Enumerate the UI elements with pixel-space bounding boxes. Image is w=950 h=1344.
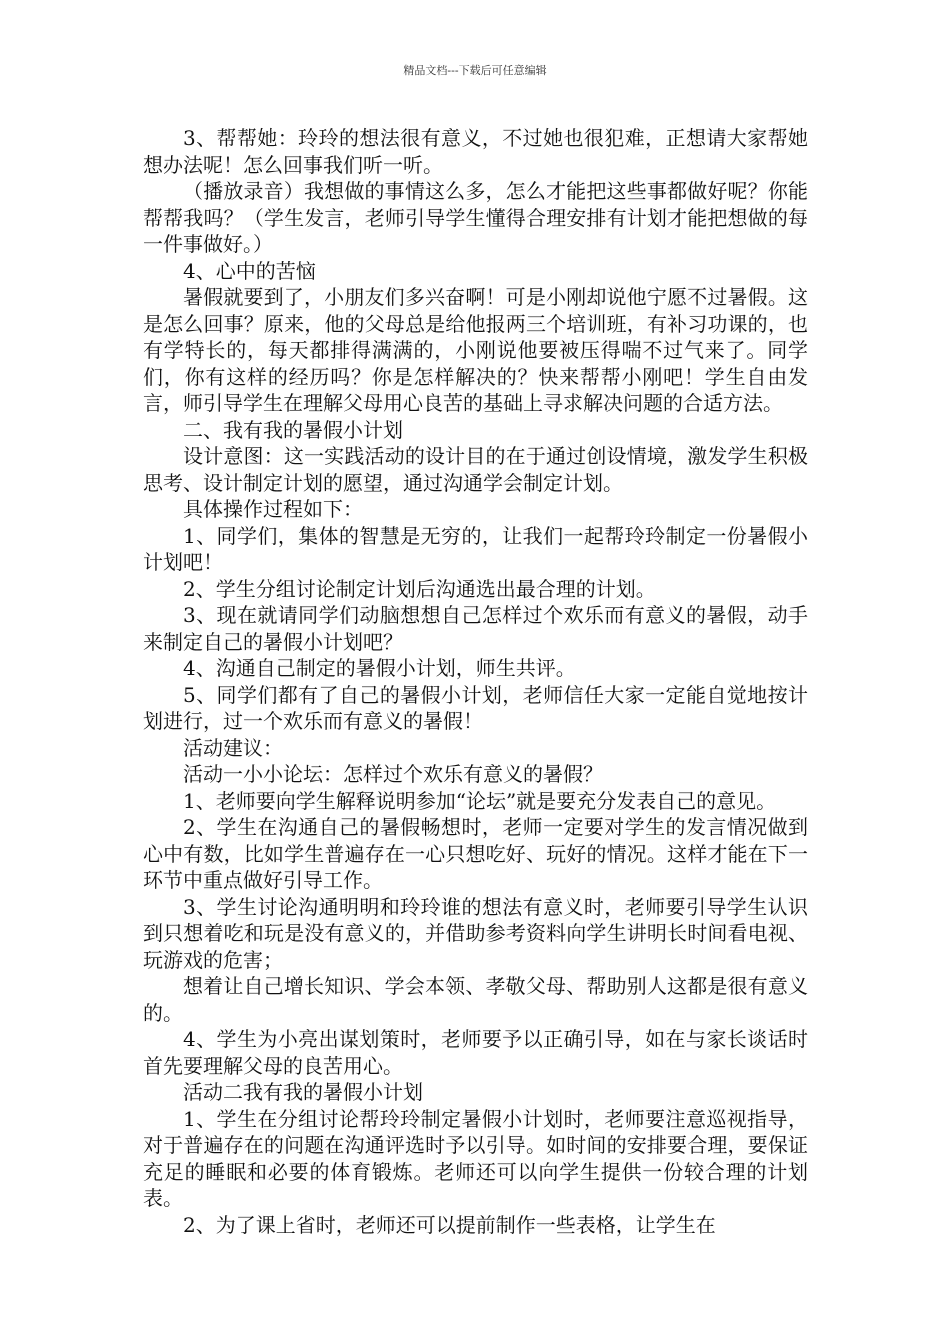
paragraph: 2、学生在沟通自己的暑假畅想时，老师一定要对学生的发言情况做到心中有数，比如学生普遍存在一心只想吃好、玩好的情况。这样才能在下一环节中重点做好引导工作。 [143, 815, 808, 892]
section-heading: 二、我有我的暑假小计划 [183, 417, 403, 442]
section-heading: 4、心中的苦恼 [183, 258, 316, 283]
paragraph: 3、学生讨论沟通明明和玲玲谁的想法有意义时，老师要引导学生认识到只想着吃和玩是没有意义的，并借助参考资料向学生讲明长时间看电视、玩游戏的危害； [143, 894, 808, 972]
paragraph: 3、帮帮她：玲玲的想法很有意义，不过她也很犯难，正想请大家帮她想办法呢！怎么回事我们听一听。 [143, 126, 808, 177]
paragraph: 4、学生为小亮出谋划策时，老师要予以正确引导，如在与家长谈话时首先要理解父母的良苦用心。 [143, 1027, 808, 1078]
section-heading: 活动二我有我的暑假小计划 [183, 1080, 423, 1104]
paragraph: 1、同学们，集体的智慧是无穷的，让我们一起帮玲玲制定一份暑假小计划吧！ [143, 523, 808, 574]
paragraph: （播放录音）我想做的事情这么多，怎么才能把这些事都做好呢？你能帮帮我吗？（学生发言，老师引导学生懂得合理安排有计划才能把想做的每一件事做好。） [143, 179, 808, 256]
paragraph: 想着让自己增长知识、学会本领、孝敬父母、帮助别人这都是很有意义的。 [143, 974, 808, 1025]
paragraph: 4、沟通自己制定的暑假小计划，师生共评。 [183, 656, 576, 680]
paragraph: 2、为了课上省时，老师还可以提前制作一些表格，让学生在 [183, 1212, 716, 1237]
paragraph: 设计意图：这一实践活动的设计目的在于通过创设情境，激发学生积极思考、设计制定计划的愿望，通过沟通学会制定计划。 [143, 444, 808, 495]
paragraph: 具体操作过程如下： [183, 497, 363, 521]
paragraph: 3、现在就请同学们动脑想想自己怎样过个欢乐而有意义的暑假，动手来制定自己的暑假小计划吧？ [143, 603, 808, 654]
section-heading: 活动建议： [183, 735, 283, 760]
section-heading: 活动一小小论坛：怎样过个欢乐有意义的暑假？ [183, 762, 603, 786]
page-header: 精品文档---下载后可任意编辑 [403, 64, 547, 77]
paragraph: 1、学生在分组讨论帮玲玲制定暑假小计划时，老师要注意巡视指导，对于普遍存在的问题在沟通评选时予以引导。如时间的安排要合理，要保证充足的睡眠和必要的体育锻炼。老师还可以向学生提供一份较合理的计划表。 [143, 1106, 808, 1210]
paragraph: 暑假就要到了，小朋友们多兴奋啊！可是小刚却说他宁愿不过暑假。这是怎么回事？原来，他的父母总是给他报两三个培训班，有补习功课的，也有学特长的，每天都排得满满的，小刚说他要被压得喘不过气来了。同学们，你有这样的经历吗？你是怎样解决的？快来帮帮小刚吧！学生自由发言，师引导学生在理解父母用心良苦的基础上寻求解决问题的合适方法。 [143, 285, 808, 415]
paragraph: 5、同学们都有了自己的暑假小计划，老师信任大家一定能自觉地按计划进行，过一个欢乐而有意义的暑假！ [143, 682, 808, 733]
paragraph: 1、老师要向学生解释说明参加“论坛”就是要充分发表自己的意见。 [183, 788, 777, 813]
paragraph: 2、学生分组讨论制定计划后沟通选出最合理的计划。 [183, 576, 656, 601]
document-body [143, 125, 808, 1238]
